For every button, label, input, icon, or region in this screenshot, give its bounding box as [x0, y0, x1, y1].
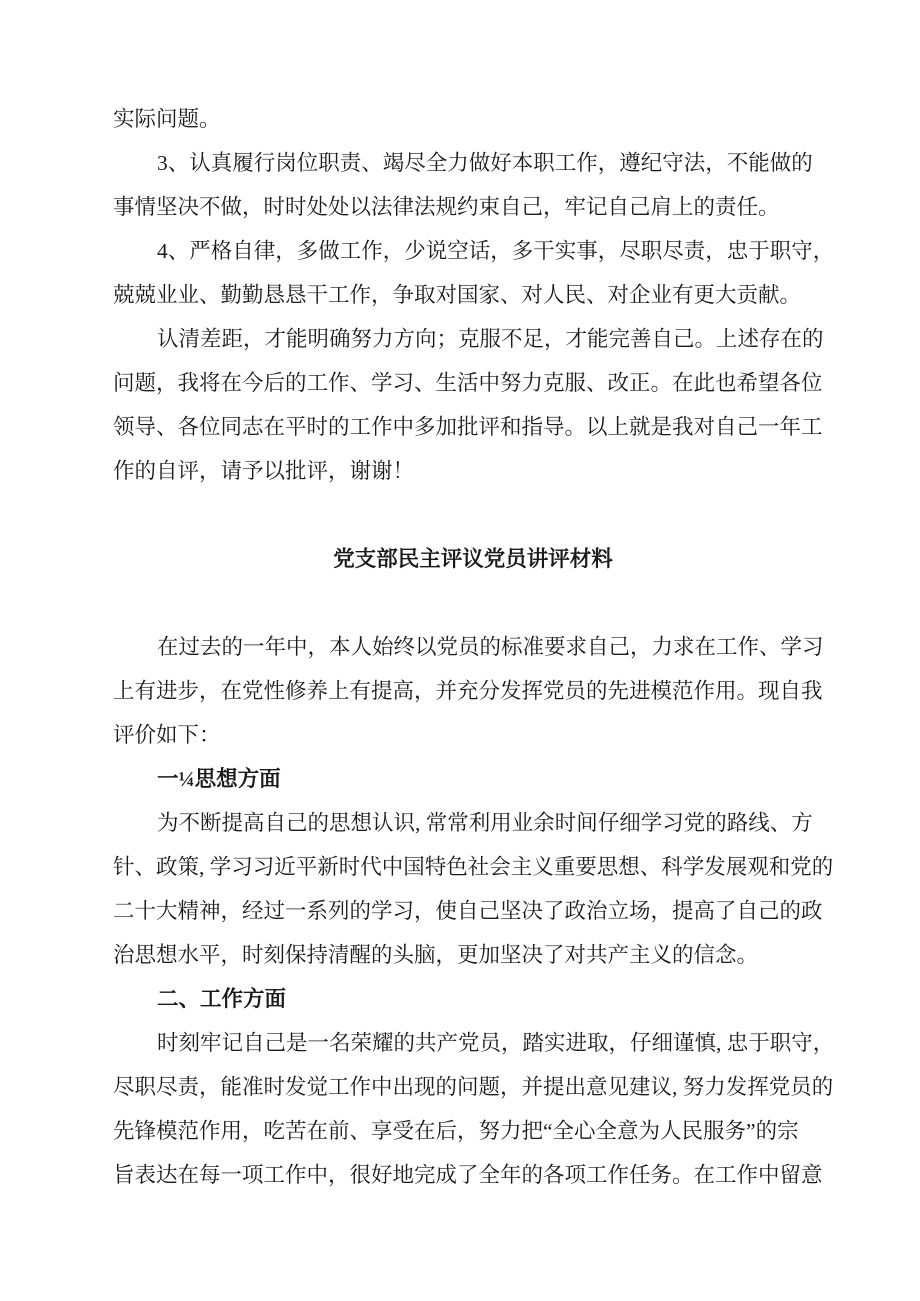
text-line: 上有进步，在党性修养上有提高，并充分发挥党员的先进模范作用。现自我 [113, 679, 823, 703]
text-line: 领导、各位同志在平时的工作中多加批评和指导。以上就是我对自己一年工 [113, 415, 823, 439]
text-line: 评价如下： [113, 723, 221, 747]
text-line: 4、严格自律，多做工作，少说空话，多干实事，尽职尽责，忠于职守， [157, 239, 835, 263]
text-line: 先锋模范作用，吃苦在前、享受在后，努力把“全心全意为人民服务”的宗 [113, 1119, 799, 1143]
text-line: 尽职尽责，能准时发觉工作中出现的问题，并提出意见建议, 努力发挥党员的 [113, 1075, 834, 1099]
text-line: 二十大精神，经过一系列的学习，使自己坚决了政治立场，提高了自己的政 [113, 899, 823, 923]
section-heading-work: 二、工作方面 [157, 987, 287, 1011]
text-line: 3、认真履行岗位职责、竭尽全力做好本职工作，遵纪守法，不能做的 [157, 151, 813, 175]
text-line: 实际问题。 [113, 107, 221, 131]
text-line: 认清差距，才能明确努力方向；克服不足，才能完善自己。上述存在的 [157, 327, 824, 351]
text-line: 作的自评，请予以批评，谢谢！ [113, 459, 415, 483]
text-line: 时刻牢记自己是一名荣耀的共产党员，踏实进取，仔细谨慎, 忠于职守， [157, 1031, 835, 1055]
text-line: 在过去的一年中，本人始终以党员的标准要求自己，力求在工作、学习 [157, 635, 824, 659]
text-line: 为不断提高自己的思想认识, 常常利用业余时间仔细学习党的路线、方 [157, 811, 813, 835]
text-line: 针、政策, 学习习近平新时代中国特色社会主义重要思想、科学发展观和党的 [113, 855, 834, 879]
text-line: 旨表达在每一项工作中，很好地完成了全年的各项工作任务。在工作中留意 [113, 1163, 823, 1187]
section-heading-thought: 一¼思想方面 [157, 767, 281, 791]
text-line: 兢兢业业、勤勤恳恳干工作，争取对国家、对人民、对企业有更大贡献。 [113, 283, 802, 307]
text-line: 问题，我将在今后的工作、学习、生活中努力克服、改正。在此也希望各位 [113, 371, 823, 395]
text-line: 事情坚决不做，时时处处以法律法规约束自己，牢记自己肩上的责任。 [113, 195, 780, 219]
blank-line [113, 493, 888, 537]
blank-line [113, 581, 888, 625]
document-title: 党支部民主评议党员讲评材料 [333, 547, 613, 571]
text-line: 治思想水平，时刻保持清醒的头脑，更加坚决了对共产主义的信念。 [113, 943, 759, 967]
text-block [113, 97, 888, 1197]
